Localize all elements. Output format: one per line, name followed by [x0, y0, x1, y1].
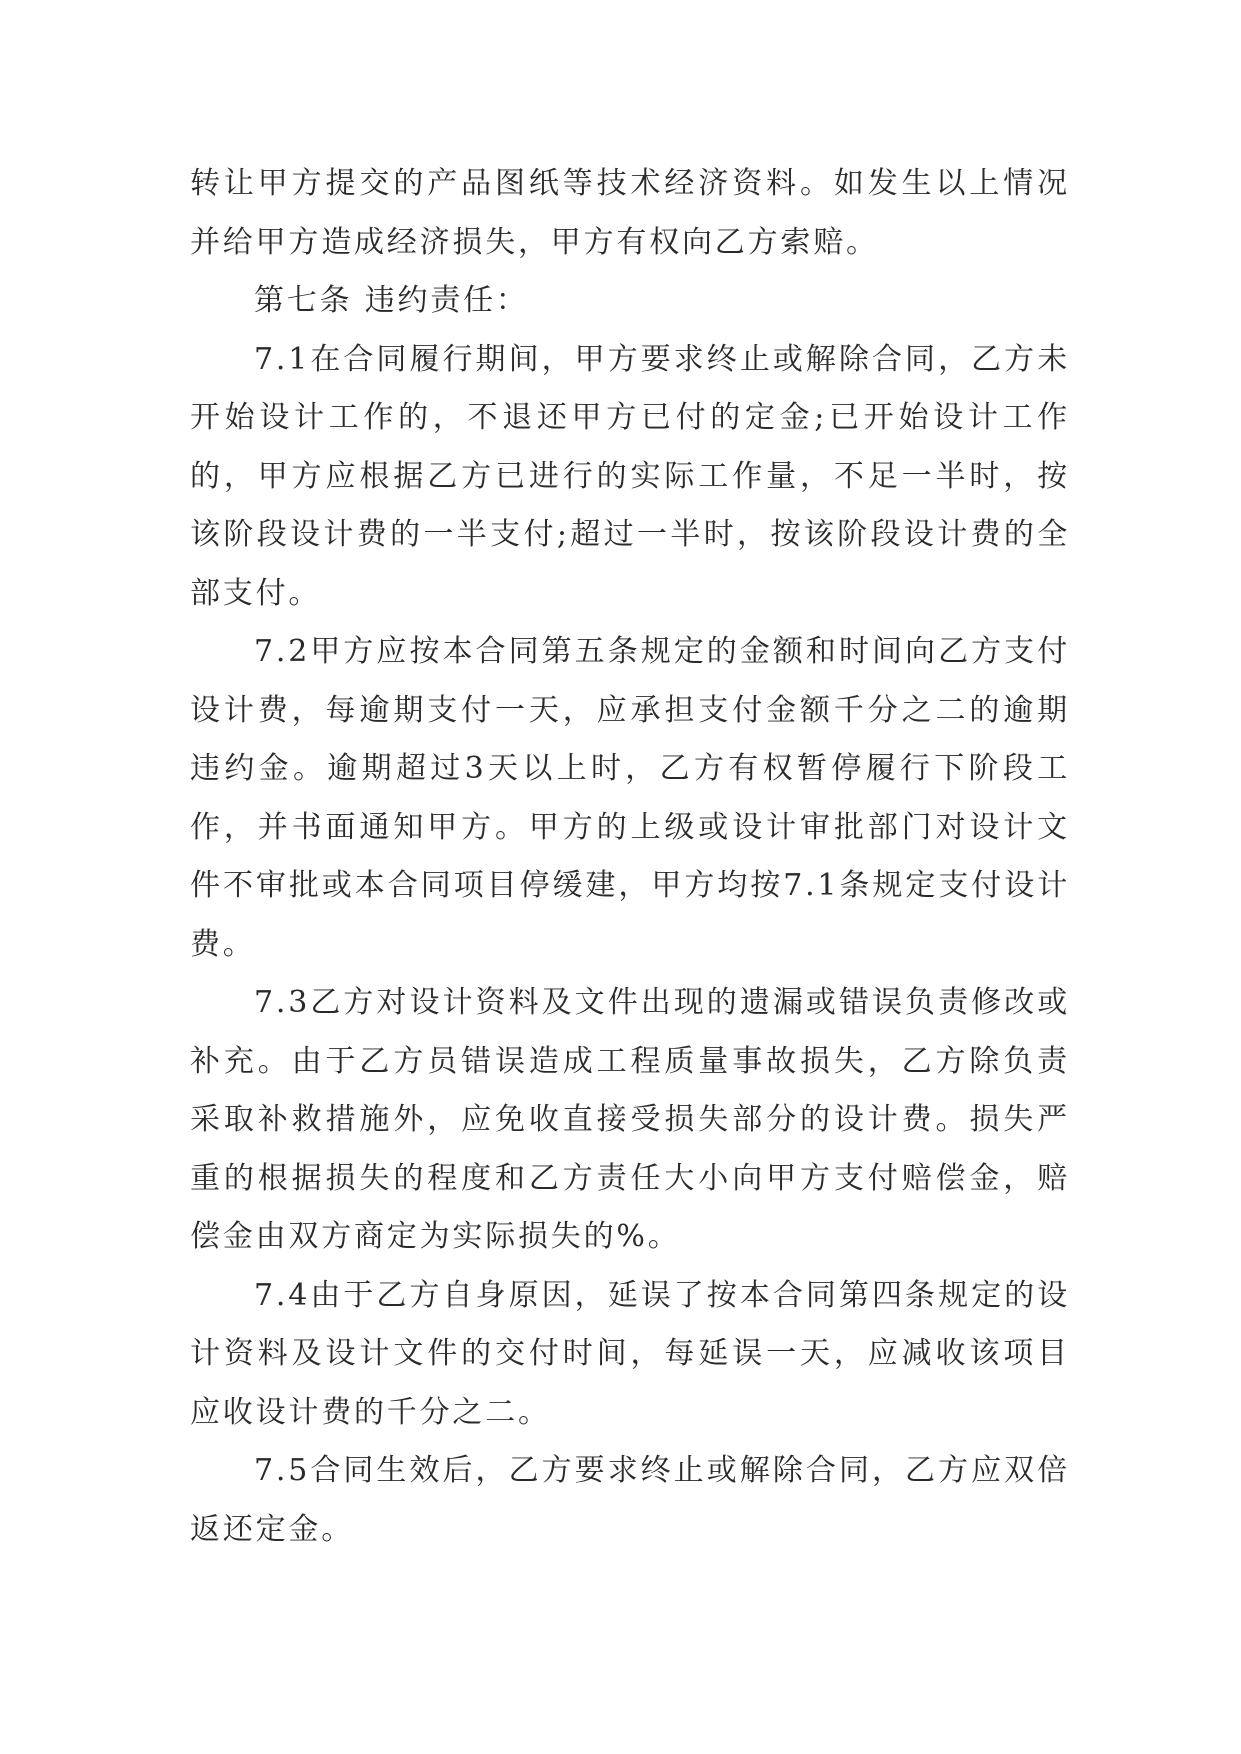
clause-7-2: 7.2甲方应按本合同第五条规定的金额和时间向乙方支付设计费，每逾期支付一天，应承担支付金额千分之二的逾期违约金。逾期超过3天以上时，乙方有权暂停履行下阶段工作，并书面通知甲方。甲方的上级或设计审批部门对设计文件不审批或本合同项目停缓建，甲方均按7.1条规定支付设计费。 — [190, 634, 1070, 962]
clause-7-1: 7.1在合同履行期间，甲方要求终止或解除合同，乙方未开始设计工作的，不退还甲方已付的定金;已开始设计工作的，甲方应根据乙方已进行的实际工作量，不足一半时，按该阶段设计费的一半支付;超过一半时，按该阶段设计费的全部支付。 — [190, 341, 1070, 611]
clause-7-4: 7.4由于乙方自身原因，延误了按本合同第四条规定的设计资料及设计文件的交付时间，每延误一天，应减收该项目应收设计费的千分之二。 — [190, 1277, 1070, 1430]
paragraph-continuation: 转让甲方提交的产品图纸等技术经济资料。如发生以上情况并给甲方造成经济损失，甲方有权向乙方索赔。 — [190, 166, 1070, 260]
clause-7-5: 7.5合同生效后，乙方要求终止或解除合同，乙方应双倍返还定金。 — [190, 1453, 1070, 1547]
document-body — [190, 155, 1070, 1559]
clause-7-3: 7.3乙方对设计资料及文件出现的遗漏或错误负责修改或补充。由于乙方员错误造成工程质量事故损失，乙方除负责采取补救措施外，应免收直接受损失部分的设计费。损失严重的根据损失的程度和乙方责任大小向甲方支付赔偿金，赔偿金由双方商定为实际损失的%。 — [190, 985, 1070, 1254]
article-heading: 第七条 违约责任： — [254, 283, 529, 318]
